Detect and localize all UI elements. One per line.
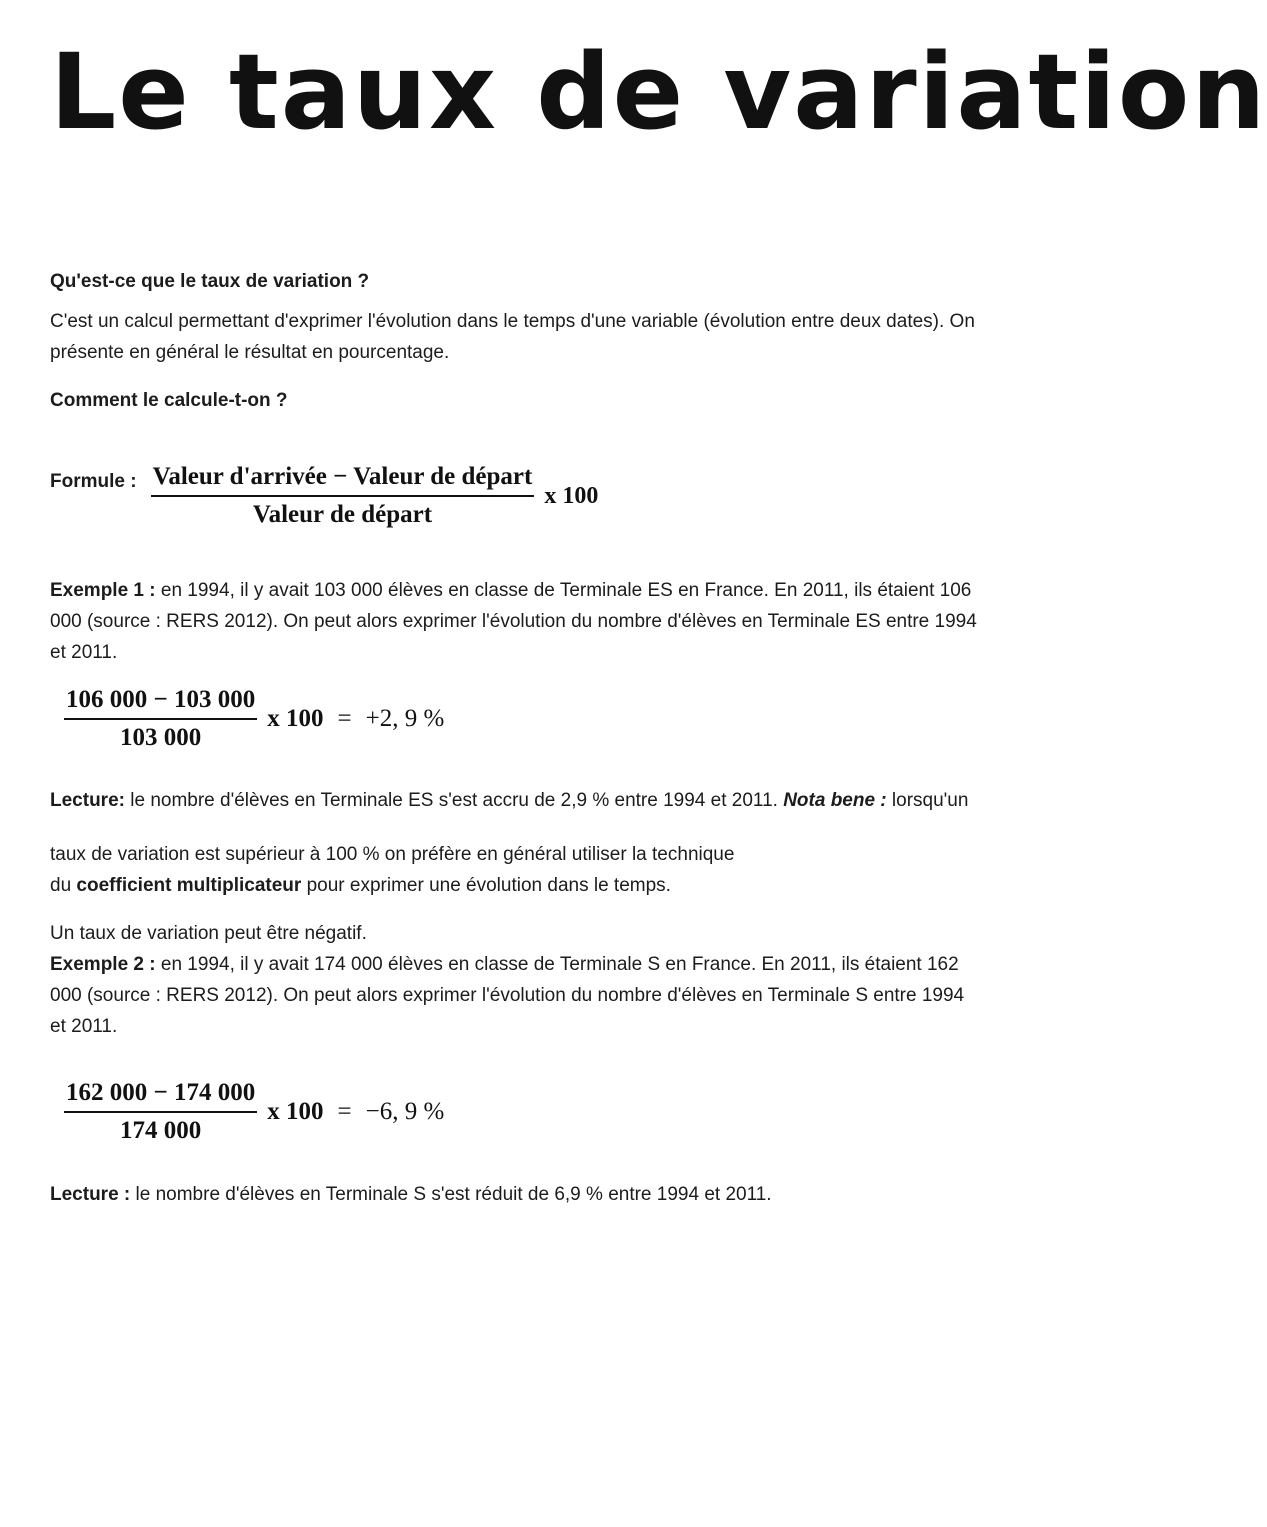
example-1-line-3: et 2011. — [50, 642, 118, 663]
example-2-line-2: 000 (source : RERS 2012). On peut alors exprimer l'évolution du nombre d'élèves en Terminale S entre 1994 — [50, 985, 965, 1006]
example-2-result: −6, 9 % — [365, 1098, 445, 1125]
formula-label: Formule : — [50, 471, 137, 492]
formula-multiplier: x 100 — [544, 482, 599, 509]
formula-fraction — [151, 463, 535, 529]
example-1-result: +2, 9 % — [365, 705, 445, 732]
nota-bene-label: Nota bene : — [783, 790, 887, 811]
reading-1-label: Lecture: — [50, 790, 125, 811]
example-2-fraction — [64, 1079, 257, 1145]
example-2-paragraph — [50, 918, 1040, 1042]
question-definition: Qu'est-ce que le taux de variation ? — [50, 271, 370, 292]
example-2-denominator: 174 000 — [64, 1111, 257, 1145]
example-1-equation — [64, 686, 444, 752]
example-1-line-2: 000 (source : RERS 2012). On peut alors exprimer l'évolution du nombre d'élèves en Terminale ES entre 1994 — [50, 611, 977, 632]
example-2-text: en 1994, il y avait 174 000 élèves en classe de Terminale S en France. En 2011, ils étaient 162 — [155, 954, 959, 975]
definition-line-2: présente en général le résultat en pourcentage. — [50, 342, 450, 363]
nota-bene-text: lorsqu'un — [886, 790, 969, 811]
example-2-numerator: 162 000 − 174 000 — [66, 1079, 256, 1106]
formula-numerator: Valeur d'arrivée − Valeur de départ — [152, 463, 533, 490]
example-2-label: Exemple 2 : — [50, 954, 156, 975]
nota-line-2: taux de variation est supérieur à 100 % on préfère en général utiliser la technique — [50, 844, 735, 865]
example-1-denominator: 103 000 — [64, 718, 257, 752]
formula-block — [50, 463, 598, 529]
example-2-line-3: et 2011. — [50, 1016, 118, 1037]
definition-paragraph — [50, 306, 1040, 368]
reading-2-text: le nombre d'élèves en Terminale S s'est réduit de 6,9 % entre 1994 et 2011. — [130, 1184, 772, 1205]
example-1-text: en 1994, il y avait 103 000 élèves en classe de Terminale ES en France. En 2011, ils étaient 106 — [155, 580, 972, 601]
example-1-line-1 — [50, 575, 1040, 606]
formula-denominator: Valeur de départ — [151, 495, 535, 529]
example-2-multiplier: x 100 — [267, 1098, 324, 1125]
definition-line-1: C'est un calcul permettant d'exprimer l'évolution dans le temps d'une variable (évolution entre deux dates). On — [50, 311, 975, 332]
reading-2-line — [50, 1179, 1040, 1210]
example-2-equation — [64, 1079, 444, 1145]
example-1-equals: = — [337, 705, 352, 732]
reading-2-label: Lecture : — [50, 1184, 131, 1205]
example-1-numerator: 106 000 − 103 000 — [66, 686, 256, 713]
example-1-multiplier: x 100 — [267, 705, 324, 732]
example-1-fraction — [64, 686, 257, 752]
negative-note: Un taux de variation peut être négatif. — [50, 923, 367, 944]
nota-line-3-suffix: pour exprimer une évolution dans le temps. — [301, 875, 671, 896]
example-2-equals: = — [337, 1098, 352, 1125]
nota-line-3 — [50, 870, 1040, 901]
nota-line-3-prefix: du — [50, 875, 77, 896]
example-1-paragraph — [50, 575, 1040, 668]
coefficient-multiplicateur-term: coefficient multiplicateur — [76, 875, 302, 896]
reading-1-text: le nombre d'élèves en Terminale ES s'est accru de 2,9 % entre 1994 et 2011. — [124, 790, 784, 811]
example-2-line-1 — [50, 949, 1040, 980]
question-calculation: Comment le calcule-t-on ? — [50, 390, 288, 411]
reading-1-line — [50, 785, 1060, 816]
page-title: Le taux de variation — [50, 31, 1267, 153]
nota-bene-paragraph — [50, 839, 1040, 901]
example-1-label: Exemple 1 : — [50, 580, 156, 601]
